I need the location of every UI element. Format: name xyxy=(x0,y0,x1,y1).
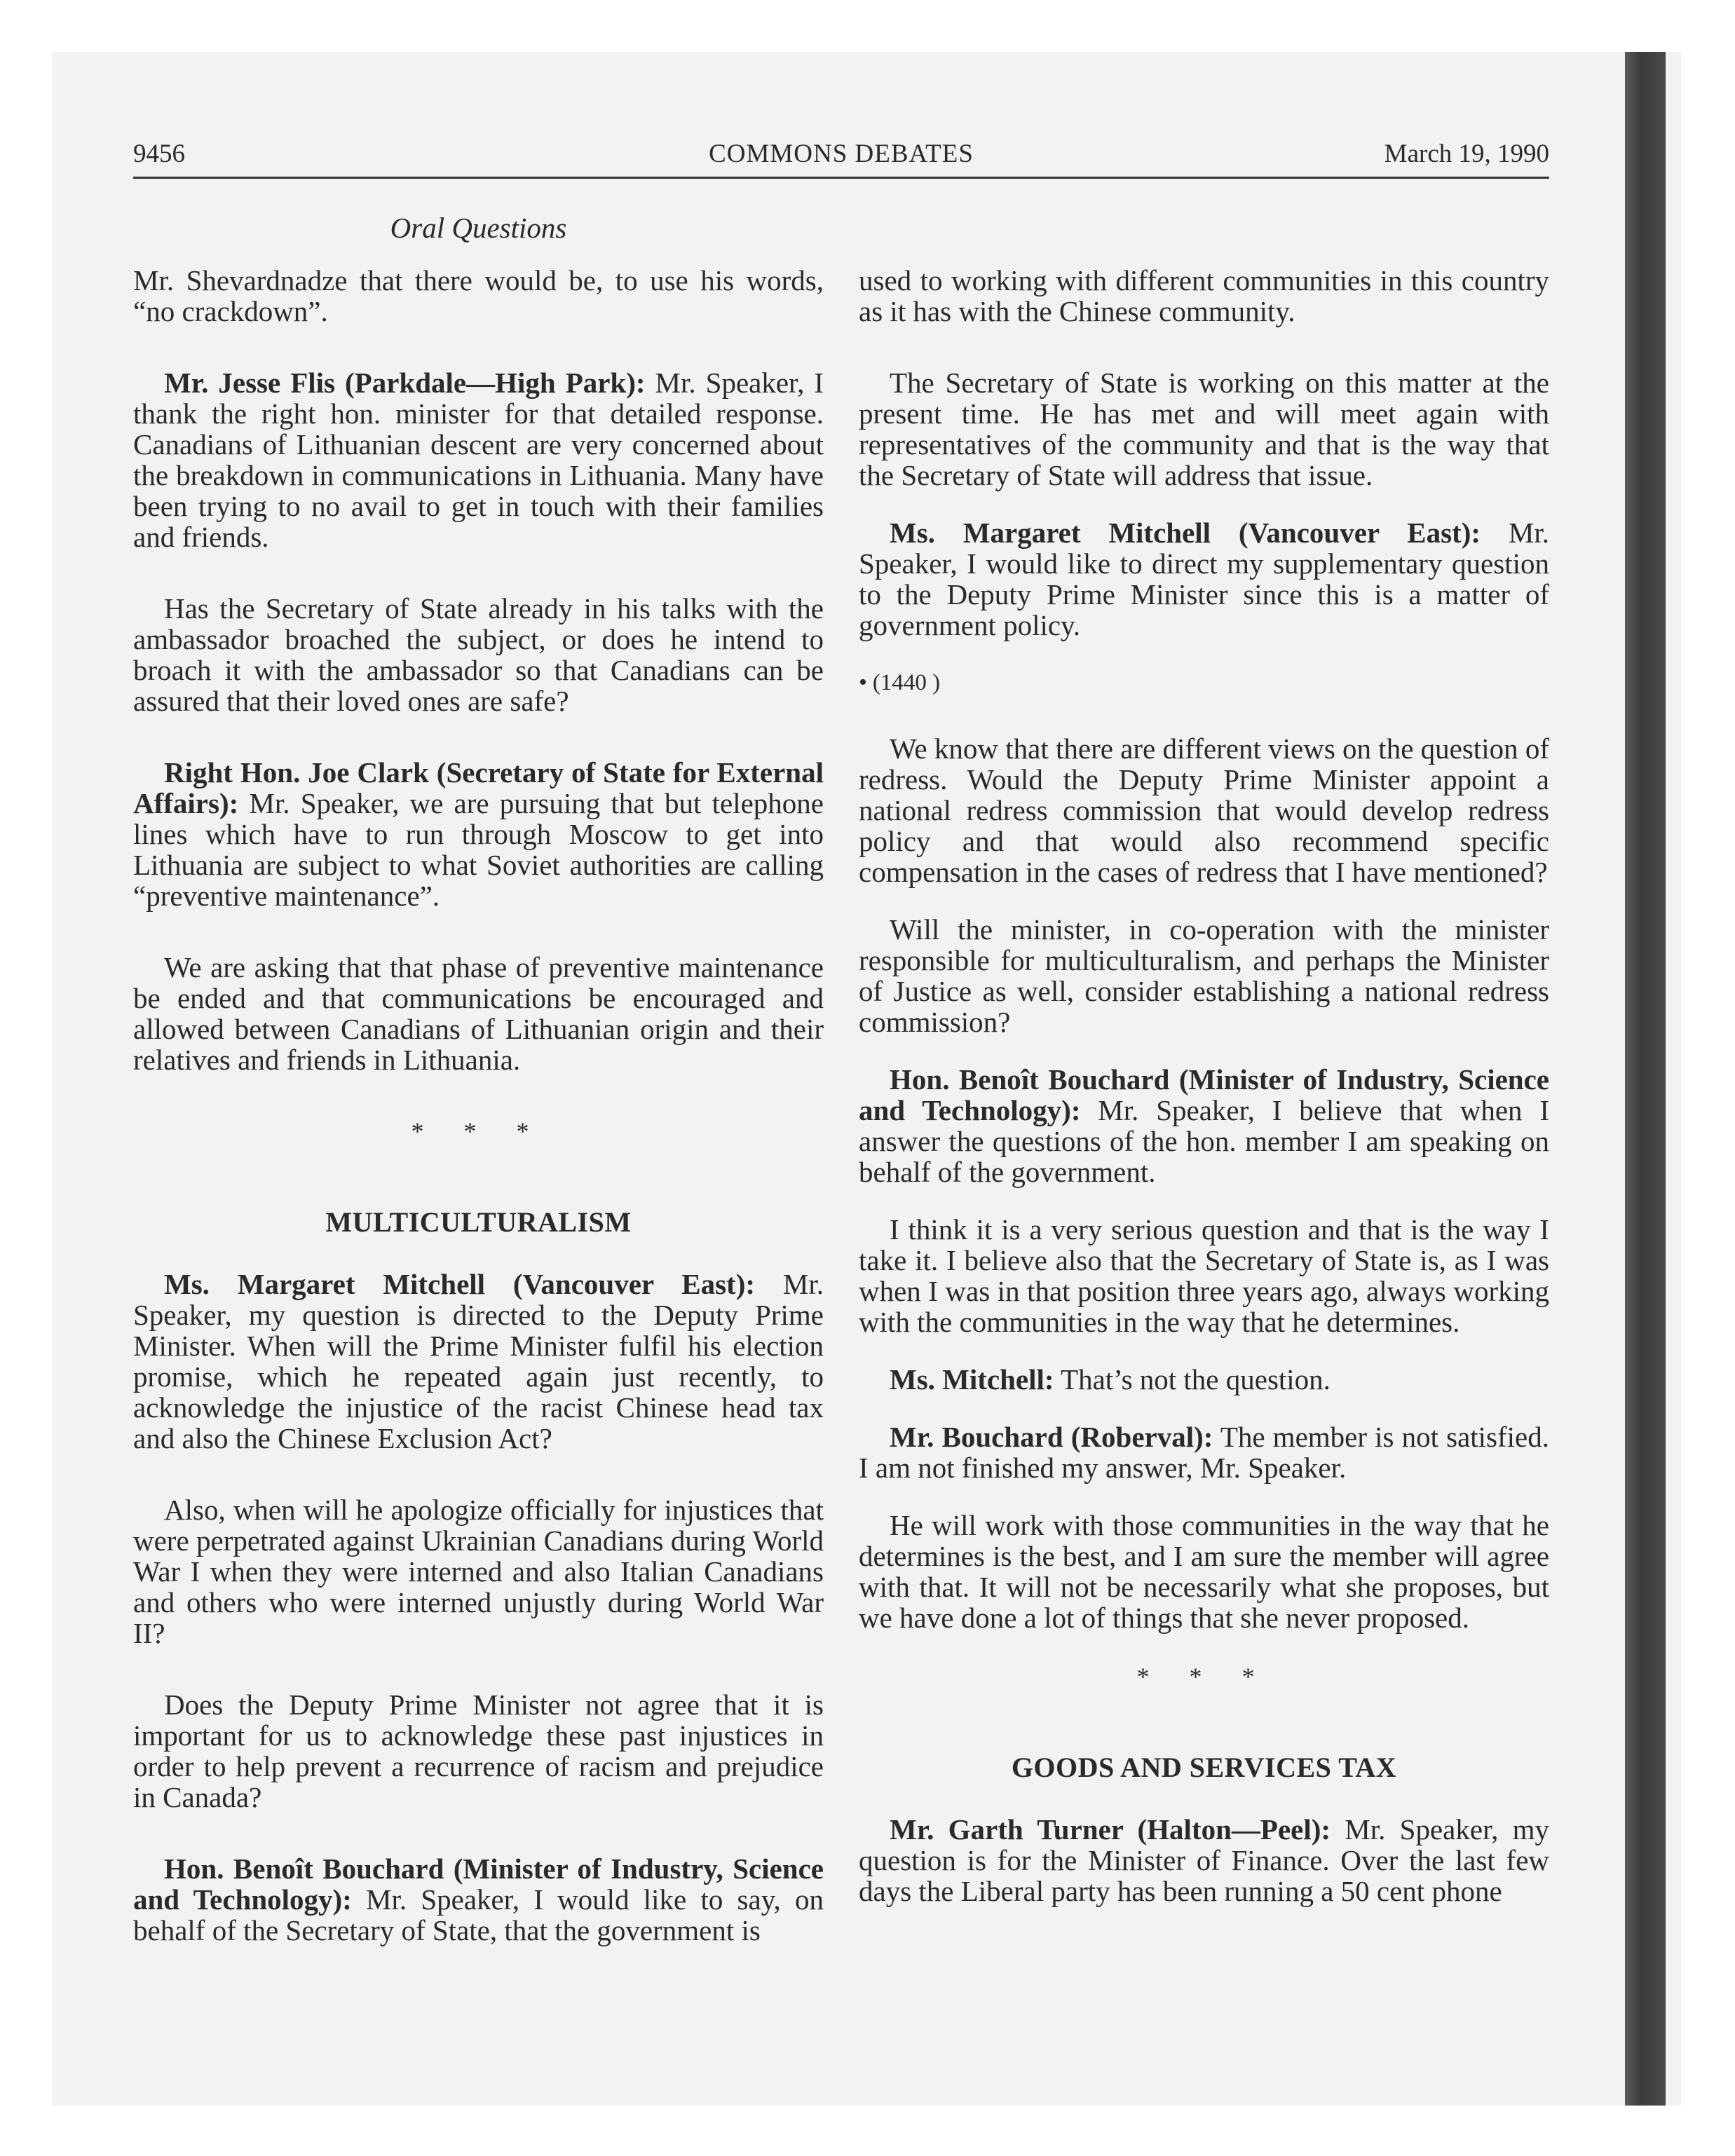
bullet-icon: • xyxy=(859,669,867,695)
paragraph-text: The Secretary of State is working on this matter at the present time. He has met and will meet again with representatives of the community and that is the way that the Secretary of State will address that issue. xyxy=(859,367,1549,491)
speaker-name: Hon. Benoît Bouchard (Minister of Industry, Science and Technology): xyxy=(133,1853,824,1916)
subject-heading: MULTICULTURALISM xyxy=(325,1206,632,1238)
paragraph-text: Will the minister, in co-operation with the minister responsible for multiculturalism, and perhaps the Minister of Justice as well, consider establishing a national redress commission? xyxy=(859,913,1549,1038)
speech-paragraph xyxy=(859,1364,1549,1395)
speech-paragraph xyxy=(133,1269,824,1454)
speech-text: Mr. Speaker, I thank the right hon. minister for that detailed response. Canadians of Lithuanian descent are very concerned about the breakdown in communications in Lithuania. Many have been trying to no avail to get in touch with their families and friends. xyxy=(133,367,824,553)
running-head xyxy=(133,133,1549,175)
time-marker-text: (1440 ) xyxy=(872,670,941,695)
subject-heading: GOODS AND SERVICES TAX xyxy=(1011,1752,1397,1783)
scan-edge-shadow xyxy=(1625,52,1666,2106)
speaker-name: Mr. Bouchard (Roberval): xyxy=(890,1421,1213,1453)
section-separator: * * * xyxy=(1136,1663,1272,1691)
speaker-name: Mr. Garth Turner (Halton—Peel): xyxy=(890,1813,1331,1845)
speaker-name: Ms. Mitchell: xyxy=(890,1363,1054,1396)
paragraph-text: Does the Deputy Prime Minister not agree that it is important for us to acknowledge these past injustices in order to help prevent a recurrence of racism and prejudice in Canada? xyxy=(133,1688,824,1813)
paragraph xyxy=(859,914,1549,1037)
paragraph xyxy=(133,593,824,716)
speech-paragraph xyxy=(133,757,824,911)
speech-text: That’s not the question. xyxy=(1054,1363,1331,1396)
speech-text: Mr. Speaker, my question is directed to the Deputy Prime Minister. When will the Prime Minister fulfil his election promise, which he repeated again just recently, to acknowledge the injustice of the racist Chinese head tax and also the Chinese Exclusion Act? xyxy=(133,1268,824,1454)
paragraph-text: We know that there are different views on the question of redress. Would the Deputy Prime Minister appoint a national redress commission that would develop redress policy and that would also recommend specific compensation in the cases of redress that I have mentioned? xyxy=(859,732,1549,888)
header-rule xyxy=(133,177,1549,179)
paragraph-text: Mr. Shevardnadze that there would be, to use his words, “no crackdown”. xyxy=(133,264,824,327)
paragraph-text: I think it is a very serious question and that is the way I take it. I believe also that the Secretary of State is, as I was when I was in that position three years ago, always working with the communities in the way that he determines. xyxy=(859,1213,1549,1338)
section-separator: * * * xyxy=(411,1117,546,1145)
speech-text: Mr. Speaker, my question is for the Minister of Finance. Over the last few days the Liberal party has been running a 50 cent phone xyxy=(859,1813,1549,1907)
speech-text: Mr. Speaker, I believe that when I answer the questions of the hon. member I am speaking on behalf of the government. xyxy=(859,1094,1549,1188)
speaker-name: Ms. Margaret Mitchell (Vancouver East): xyxy=(890,517,1481,549)
speech-paragraph xyxy=(133,367,824,552)
paragraph-text: We are asking that that phase of preventive maintenance be ended and that communications be encouraged and allowed between Canadians of Lithuanian origin and their relatives and friends in Lithuania. xyxy=(133,951,824,1076)
speech-text: Mr. Speaker, we are pursuing that but telephone lines which have to run through Moscow to get into Lithuania are subject to what Soviet authorities are calling “preventive maintenance”. xyxy=(133,787,824,912)
speech-text: Mr. Speaker, I would like to direct my supplementary question to the Deputy Prime Minister since this is a matter of government policy. xyxy=(859,517,1549,641)
paragraph-text: used to working with different communities in this country as it has with the Chinese community. xyxy=(859,264,1549,327)
paragraph xyxy=(859,733,1549,887)
section-title: Oral Questions xyxy=(390,212,567,244)
paragraph xyxy=(859,1214,1549,1337)
paragraph xyxy=(859,367,1549,491)
right-column xyxy=(859,265,1549,1933)
paragraph-text: He will work with those communities in the way that he determines is the best, and I am sure the member will agree with that. It will not be necessarily what she proposes, but we have done a lot of things that she never proposed. xyxy=(859,1509,1549,1634)
speech-paragraph xyxy=(859,1421,1549,1483)
speaker-name: Hon. Benoît Bouchard (Minister of Industry, Science and Technology): xyxy=(859,1063,1549,1126)
speaker-name: Right Hon. Joe Clark (Secretary of State for External Affairs): xyxy=(133,756,824,819)
journal-title: COMMONS DEBATES xyxy=(709,139,974,168)
speech-paragraph xyxy=(859,1814,1549,1906)
left-column xyxy=(133,265,824,1972)
page-number: 9456 xyxy=(133,139,185,168)
speech-text: Mr. Speaker, I would like to say, on behalf of the Secretary of State, that the government is xyxy=(133,1883,824,1946)
speech-paragraph xyxy=(133,1853,824,1946)
speech-text: The member is not satisfied. I am not finished my answer, Mr. Speaker. xyxy=(859,1421,1549,1484)
paragraph-text: Has the Secretary of State already in his talks with the ambassador broached the subject, or does he intend to broach it with the ambassador so that Canadians can be assured that their loved ones are safe? xyxy=(133,592,824,717)
speaker-name: Mr. Jesse Flis (Parkdale—High Park): xyxy=(164,367,646,399)
time-marker xyxy=(859,667,1549,698)
paragraph xyxy=(133,952,824,1075)
paragraph-text: Also, when will he apologize officially for injustices that were perpetrated against Ukrainian Canadians during World War I when they were interned and also Italian Canadians and others who were interned unjustly during World War II? xyxy=(133,1494,824,1649)
paragraph xyxy=(133,1689,824,1813)
paragraph xyxy=(859,1510,1549,1633)
paragraph xyxy=(133,265,824,327)
speaker-name: Ms. Margaret Mitchell (Vancouver East): xyxy=(164,1268,756,1300)
paragraph xyxy=(133,1494,824,1649)
speech-paragraph xyxy=(859,517,1549,641)
paragraph xyxy=(859,265,1549,327)
issue-date: March 19, 1990 xyxy=(1384,139,1549,168)
speech-paragraph xyxy=(859,1064,1549,1187)
